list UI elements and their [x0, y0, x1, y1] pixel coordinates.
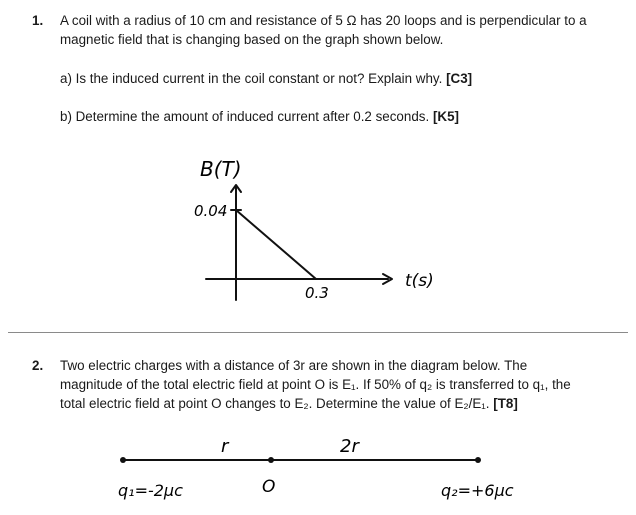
- question-1-line-1: A coil with a radius of 10 cm and resistance of 5 Ω has 20 loops and is perpendicular to a: [60, 13, 587, 28]
- question-2-number: 2.: [32, 358, 44, 373]
- point-o-label: O: [262, 477, 276, 497]
- point-o-dot: [268, 457, 274, 463]
- x-axis-label: t(s): [405, 271, 434, 291]
- question-2-line-2: magnitude of the total electric field at point O is E₁. If 50% of q₂ is transferred to q₁, the: [60, 377, 571, 392]
- question-2-line-1: Two electric charges with a distance of 3r are shown in the diagram below. The: [60, 358, 528, 373]
- charge-q2-label: q₂=+6μc: [441, 481, 514, 500]
- y-axis-label: B(T): [200, 157, 242, 181]
- x-tick-label: 0.3: [305, 284, 329, 302]
- charge-q1-label: q₁=-2μc: [118, 481, 183, 500]
- question-1-line-2: magnetic field that is changing based on the graph shown below.: [60, 32, 444, 47]
- question-2-tag: [T8]: [493, 396, 518, 411]
- distance-2r-label: 2r: [340, 436, 359, 457]
- part-b-tag: [K5]: [432, 109, 459, 124]
- charge-q1-dot: [120, 457, 126, 463]
- charge-q2-dot: [475, 457, 481, 463]
- part-a-text: a) Is the induced current in the coil constant or not? Explain why.: [60, 71, 443, 86]
- y-tick-label: 0.04: [194, 202, 228, 220]
- distance-r-label: r: [221, 436, 229, 457]
- question-1-number: 1.: [32, 13, 44, 28]
- question-2-line-3-text: total electric field at point O changes to E₂. Determine the value of E₂/E₁.: [60, 396, 490, 411]
- part-a-tag: [C3]: [446, 71, 473, 86]
- part-b-text: b) Determine the amount of induced current after 0.2 seconds.: [60, 109, 430, 124]
